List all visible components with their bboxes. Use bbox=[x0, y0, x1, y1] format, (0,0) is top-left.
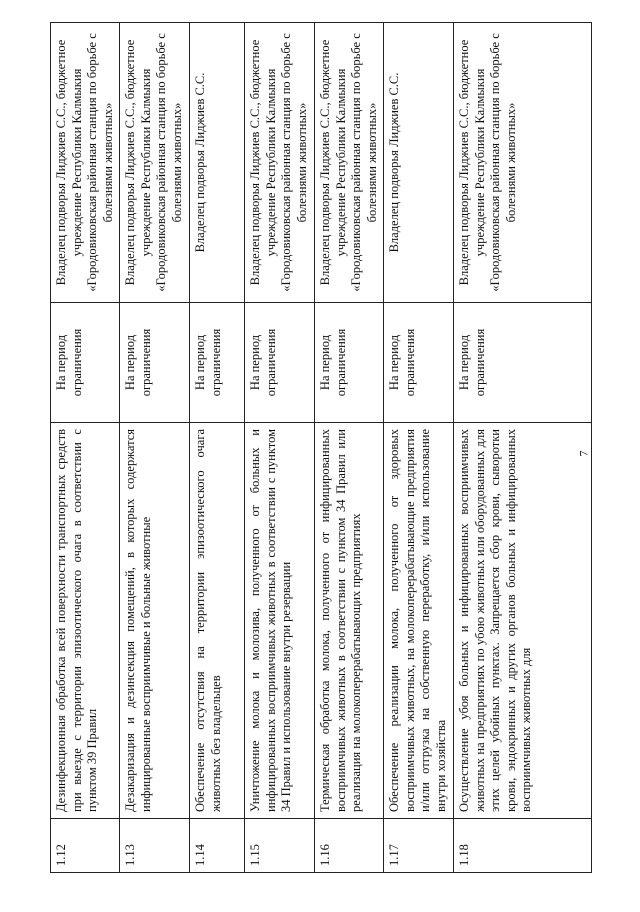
table-row bbox=[51, 23, 120, 873]
measure-period: На период ограничения bbox=[120, 303, 190, 423]
page-number: 7 bbox=[576, 450, 591, 457]
measure-description: Дезакаризация и дезинсекция помещений, в которых содержатся инфицированные восприимчивые и больные животные bbox=[120, 423, 190, 819]
measure-period: На период ограничения bbox=[315, 303, 384, 423]
responsible-party: Владелец подворья Лиджиев С.С., бюджетное учреждение Республики Калмыкия «Городовиковская районная станция по борьбе с болезнями животных» bbox=[315, 23, 384, 303]
measures-table bbox=[50, 22, 592, 873]
measure-description: Уничтожение молока и молозива, полученного от больных и инфицированных восприимчивых животных в соответствии с пунктом 34 Правил и использование внутри резервации bbox=[245, 423, 315, 819]
row-number: 1.18 bbox=[454, 819, 592, 873]
table-row bbox=[315, 23, 384, 873]
row-number: 1.15 bbox=[245, 819, 315, 873]
row-number: 1.12 bbox=[51, 819, 120, 873]
table-row bbox=[190, 23, 245, 873]
row-number: 1.13 bbox=[120, 819, 190, 873]
measure-period: На период ограничения bbox=[454, 303, 592, 423]
measure-period: На период ограничения bbox=[245, 303, 315, 423]
table-row bbox=[384, 23, 454, 873]
measure-period: На период ограничения bbox=[51, 303, 120, 423]
measure-period: На период ограничения bbox=[384, 303, 454, 423]
responsible-party: Владелец подворья Лиджиев С.С., бюджетное учреждение Республики Калмыкия «Городовиковская районная станция по борьбе с болезнями животных» bbox=[51, 23, 120, 303]
measure-description: Обеспечение отсутствия на территории эпизоотического очага животных без владельцев bbox=[190, 423, 245, 819]
measure-description: Термическая обработка молока, полученного от инфицированных восприимчивых животных в соответствии с пунктом 34 Правил или реализация на молокоперерабатывающих предприятиях bbox=[315, 423, 384, 819]
responsible-party: Владелец подворья Лиджиев С.С. bbox=[384, 23, 454, 303]
measure-description: Дезинфекционная обработка всей поверхности транспортных средств при выезде с территории эпизоотического очага в соответствии с пунктом 39 Правил bbox=[51, 423, 120, 819]
measure-description: Осуществление убоя больных и инфицированных восприимчивых животных на предприятиях по убою животных или оборудованных для этих целей убойных пунктах. Запрещается сбор крови, сыворотки крови, эндокринных и других органов больных и инфицированных восприимчивых животных для bbox=[454, 423, 592, 819]
responsible-party: Владелец подворья Лиджиев С.С., бюджетное учреждение Республики Калмыкия «Городовиковская районная станция по борьбе с болезнями животных» bbox=[245, 23, 315, 303]
responsible-party: Владелец подворья Лиджиев С.С., бюджетное учреждение Республики Калмыкия «Городовиковская районная станция по борьбе с болезнями животных» bbox=[120, 23, 190, 303]
measure-period: На период ограничения bbox=[190, 303, 245, 423]
table-row bbox=[245, 23, 315, 873]
row-number: 1.14 bbox=[190, 819, 245, 873]
table-row bbox=[454, 23, 592, 873]
responsible-party: Владелец подворья Лиджиев С.С., бюджетное учреждение Республики Калмыкия «Городовиковская районная станция по борьбе с болезнями животных» bbox=[454, 23, 592, 303]
rotated-table-container bbox=[50, 23, 590, 873]
table-row bbox=[120, 23, 190, 873]
measure-description: Обеспечение реализации молока, полученного от здоровых восприимчивых животных, на молокоперерабатывающие предприятия и/или отгрузка на собственную переработку, и/или использование внутри хозяйства bbox=[384, 423, 454, 819]
row-number: 1.16 bbox=[315, 819, 384, 873]
row-number: 1.17 bbox=[384, 819, 454, 873]
responsible-party: Владелец подворья Лиджиев С.С. bbox=[190, 23, 245, 303]
